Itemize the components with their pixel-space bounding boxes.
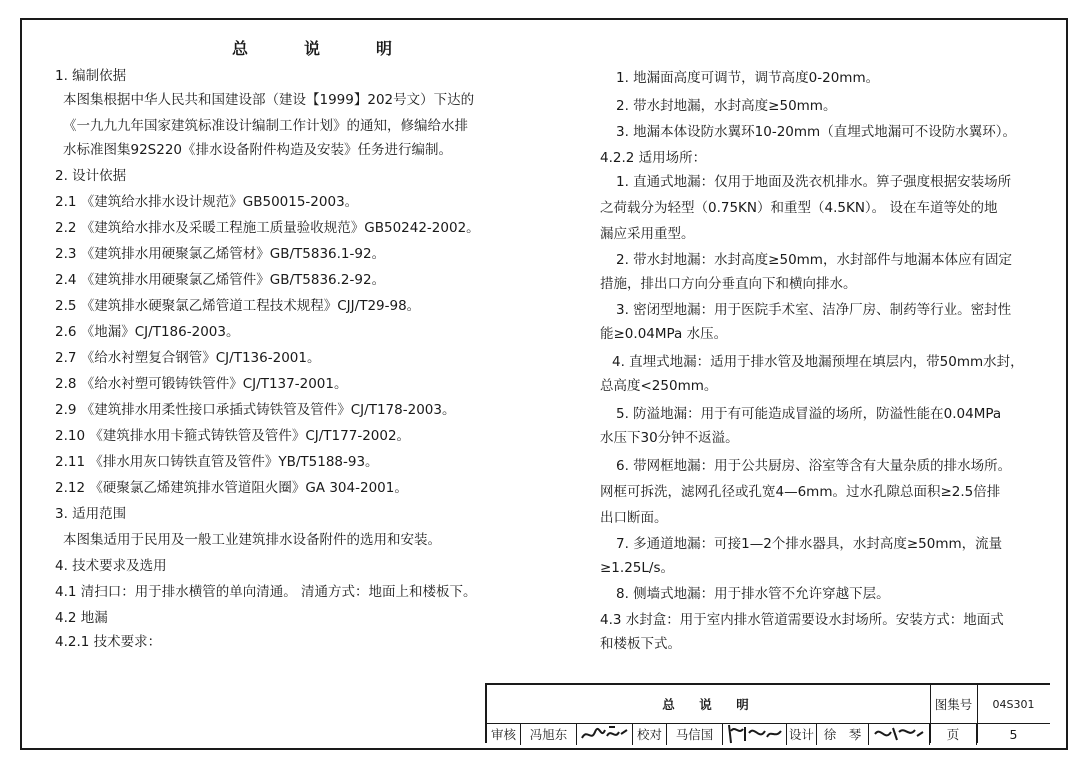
check-label: 校对 [633,723,667,745]
design-signature [869,723,930,745]
left-line: 2.12 《硬聚氯乙烯建筑排水管道阻火圈》GA 304-2001。 [55,480,408,496]
title-block-name: 总 说 明 [662,697,755,712]
right-line: 1. 地漏面高度可调节，调节高度0-20mm。 [616,70,880,86]
right-line: 7. 多通道地漏：可接1—2个排水器具，水封高度≥50mm，流量 [616,536,1003,552]
left-line: 2. 设计依据 [55,168,127,184]
left-line: 本图集适用于民用及一般工业建筑排水设备附件的选用和安装。 [63,532,441,548]
left-line: 2.8 《给水衬塑可锻铸铁管件》CJ/T137-2001。 [55,376,348,392]
right-line: 4. 直埋式地漏：适用于排水管及地漏预埋在填层内，带50mm水封， [612,354,1024,370]
right-line: 总高度<250mm。 [600,378,718,394]
review-name: 冯旭东 [521,723,577,745]
left-line: 2.10 《建筑排水用卡箍式铸铁管及管件》CJ/T177-2002。 [55,428,411,444]
left-line: 《一九九九年国家建筑标准设计编制工作计划》的通知，修编给水排 [63,118,468,134]
design-name: 徐 琴 [817,723,869,745]
left-line: 水标准图集92S220《排水设备附件构造及安装》任务进行编制。 [63,142,453,158]
right-line: 5. 防溢地漏：用于有可能造成冒溢的场所，防溢性能在0.04MPa [616,406,1002,422]
left-line: 2.1 《建筑给水排水设计规范》GB50015-2003。 [55,194,359,210]
check-signature-image [725,723,785,745]
left-line: 2.6 《地漏》CJ/T186-2003。 [55,324,240,340]
left-line: 本图集根据中华人民共和国建设部（建设【1999】202号文）下达的 [63,92,475,108]
right-line: 水压下30分钟不返溢。 [600,430,739,446]
right-line: 2. 带水封地漏：水封高度≥50mm，水封部件与地漏本体应有固定 [616,252,1012,268]
right-line: 2. 带水封地漏，水封高度≥50mm。 [616,98,837,114]
right-line: 3. 地漏本体设防水翼环10-20mm（直埋式地漏可不设防水翼环）。 [616,124,1016,140]
right-line: 8. 侧墙式地漏：用于排水管不允许穿越下层。 [616,586,890,602]
check-signature [723,723,787,745]
left-line: 2.2 《建筑给水排水及采暖工程施工质量验收规范》GB50242-2002。 [55,220,480,236]
left-line: 2.5 《建筑排水硬聚氯乙烯管道工程技术规程》CJJ/T29-98。 [55,298,421,314]
check-name: 马信国 [667,723,723,745]
left-line: 4.2 地漏 [55,610,108,626]
design-label: 设计 [787,723,817,745]
atlas-number-label: 图集号 [934,697,973,712]
right-line: 漏应采用重型。 [600,226,695,242]
right-line: 6. 带网框地漏：用于公共厨房、浴室等含有大量杂质的排水场所。 [616,458,1012,474]
right-line: 3. 密闭型地漏：用于医院手术室、洁净厂房、制药等行业。密封性 [616,302,1012,318]
left-line: 2.3 《建筑排水用硬聚氯乙烯管材》GB/T5836.1-92。 [55,246,386,262]
right-line: 之荷载分为轻型（0.75KN）和重型（4.5KN）。 设在车道等处的地 [600,200,998,216]
review-label: 审核 [487,723,521,745]
right-line: 4.3 水封盒：用于室内排水管道需要设水封场所。安装方式：地面式 [600,612,1004,628]
right-line: 措施，排出口方向分垂直向下和横向排水。 [600,276,857,292]
page-title: 总 说 明 [232,39,413,58]
design-signature-image [871,724,927,744]
right-line: 能≥0.04MPa 水压。 [600,326,728,342]
title-block [485,683,1050,743]
right-line: 出口断面。 [600,510,668,526]
review-signature [577,723,633,745]
left-line: 2.11 《排水用灰口铸铁直管及管件》YB/T5188-93。 [55,454,379,470]
page-label: 页 [930,723,977,745]
left-line: 4.1 清扫口：用于排水横管的单向清通。 清通方式：地面上和楼板下。 [55,584,477,600]
left-line: 4. 技术要求及选用 [55,558,167,574]
right-line: 4.2.2 适用场所： [600,150,707,166]
right-line: ≥1.25L/s。 [600,560,674,576]
atlas-number: 04S301 [992,697,1035,711]
left-line: 2.7 《给水衬塑复合钢管》CJ/T136-2001。 [55,350,321,366]
right-line: 和楼板下式。 [600,636,681,652]
left-line: 2.4 《建筑排水用硬聚氯乙烯管件》GB/T5836.2-92。 [55,272,386,288]
page-number: 5 [1009,726,1018,742]
left-line: 4.2.1 技术要求： [55,634,162,650]
left-line: 2.9 《建筑排水用柔性接口承插式铸铁管及管件》CJ/T178-2003。 [55,402,456,418]
left-line: 1. 编制依据 [55,68,127,84]
left-line: 3. 适用范围 [55,506,127,522]
right-line: 网框可拆洗，滤网孔径或孔宽4—6mm。过水孔隙总面积≥2.5倍排 [600,484,1001,500]
right-line: 1. 直通式地漏：仅用于地面及洗衣机排水。箅子强度根据安装场所 [616,174,1012,190]
review-signature-image [579,724,631,744]
